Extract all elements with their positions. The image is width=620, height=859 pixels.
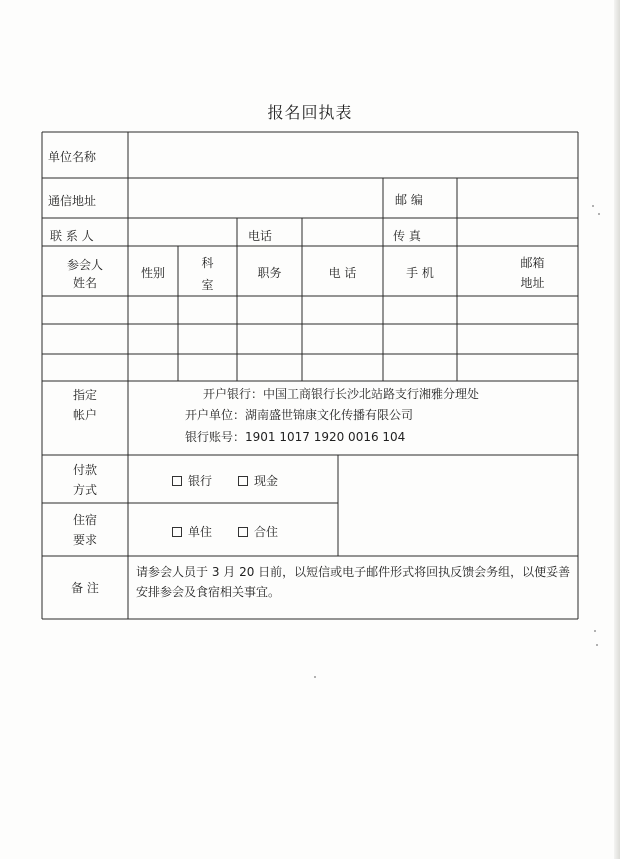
- lodging-option-shared-label: 合住: [254, 525, 279, 539]
- account-bank: 开户银行：中国工商银行长沙北站路支行湘雅分理处: [203, 387, 480, 401]
- email-header-line2: 地址: [520, 276, 545, 290]
- mobile-header: 手 机: [406, 266, 434, 280]
- scan-speck: [592, 205, 594, 207]
- lodging-label-line1: 住宿: [72, 513, 97, 527]
- phone-label: 电话: [248, 229, 273, 243]
- lodging-option-single-label: 单住: [188, 525, 213, 539]
- payment-label-line1: 付款: [72, 463, 97, 477]
- scan-speck: [594, 630, 596, 632]
- payment-label-line2: 方式: [72, 483, 97, 497]
- email-header-line1: 邮箱: [520, 256, 545, 270]
- scan-speck: [596, 644, 598, 646]
- payment-option-bank-label: 银行: [188, 474, 213, 488]
- account-holder: 开户单位：湖南盛世锦康文化传播有限公司: [185, 408, 414, 422]
- address-field[interactable]: [130, 180, 381, 216]
- attendee-row-2[interactable]: [43, 325, 577, 353]
- fax-label: 传 真: [393, 229, 421, 243]
- phone-field[interactable]: [304, 220, 381, 244]
- fax-field[interactable]: [459, 220, 576, 244]
- account-label-line1: 指定: [72, 388, 97, 402]
- contact-label: 联 系 人: [50, 229, 94, 243]
- attendee-row-1[interactable]: [43, 297, 577, 323]
- dept-header-line1: 科: [201, 256, 214, 270]
- payment-option-cash[interactable]: [238, 472, 278, 489]
- attendee-name-header-line2: 姓名: [72, 276, 97, 290]
- gender-header: 性别: [140, 266, 165, 280]
- checkbox-single[interactable]: [172, 527, 182, 537]
- remarks-label: 备 注: [71, 581, 99, 595]
- scan-speck: [314, 676, 316, 678]
- attendee-row-3[interactable]: [43, 355, 577, 380]
- lodging-label-line2: 要求: [72, 533, 97, 547]
- account-label-line2: 帐户: [72, 408, 97, 422]
- postcode-field[interactable]: [459, 180, 576, 216]
- unit-name-field[interactable]: [130, 134, 576, 176]
- checkbox-cash[interactable]: [238, 476, 248, 486]
- dept-header-line2: 室: [201, 278, 214, 292]
- contact-field[interactable]: [130, 220, 235, 244]
- form-title: 报名回执表: [267, 103, 353, 122]
- payment-option-bank[interactable]: [172, 472, 212, 489]
- lodging-option-shared[interactable]: [238, 523, 278, 540]
- scan-speck: [598, 213, 600, 215]
- payment-option-cash-label: 现金: [254, 474, 279, 488]
- lodging-option-single[interactable]: [172, 523, 212, 540]
- checkbox-bank[interactable]: [172, 476, 182, 486]
- position-header: 职务: [257, 266, 282, 280]
- account-number: 银行账号：1901 1017 1920 0016 104: [185, 430, 406, 444]
- attendee-phone-header: 电 话: [328, 266, 357, 280]
- attendee-name-header-line1: 参会人: [66, 258, 103, 272]
- postcode-label: 邮 编: [395, 193, 423, 207]
- checkbox-shared[interactable]: [238, 527, 248, 537]
- remarks-text: 请参会人员于 3 月 20 日前，以短信或电子邮件形式将回执反馈会务组，以便妥善安排参会及食宿相关事宜。: [136, 565, 571, 599]
- unit-name-label: 单位名称: [48, 150, 97, 164]
- address-label: 通信地址: [48, 194, 97, 208]
